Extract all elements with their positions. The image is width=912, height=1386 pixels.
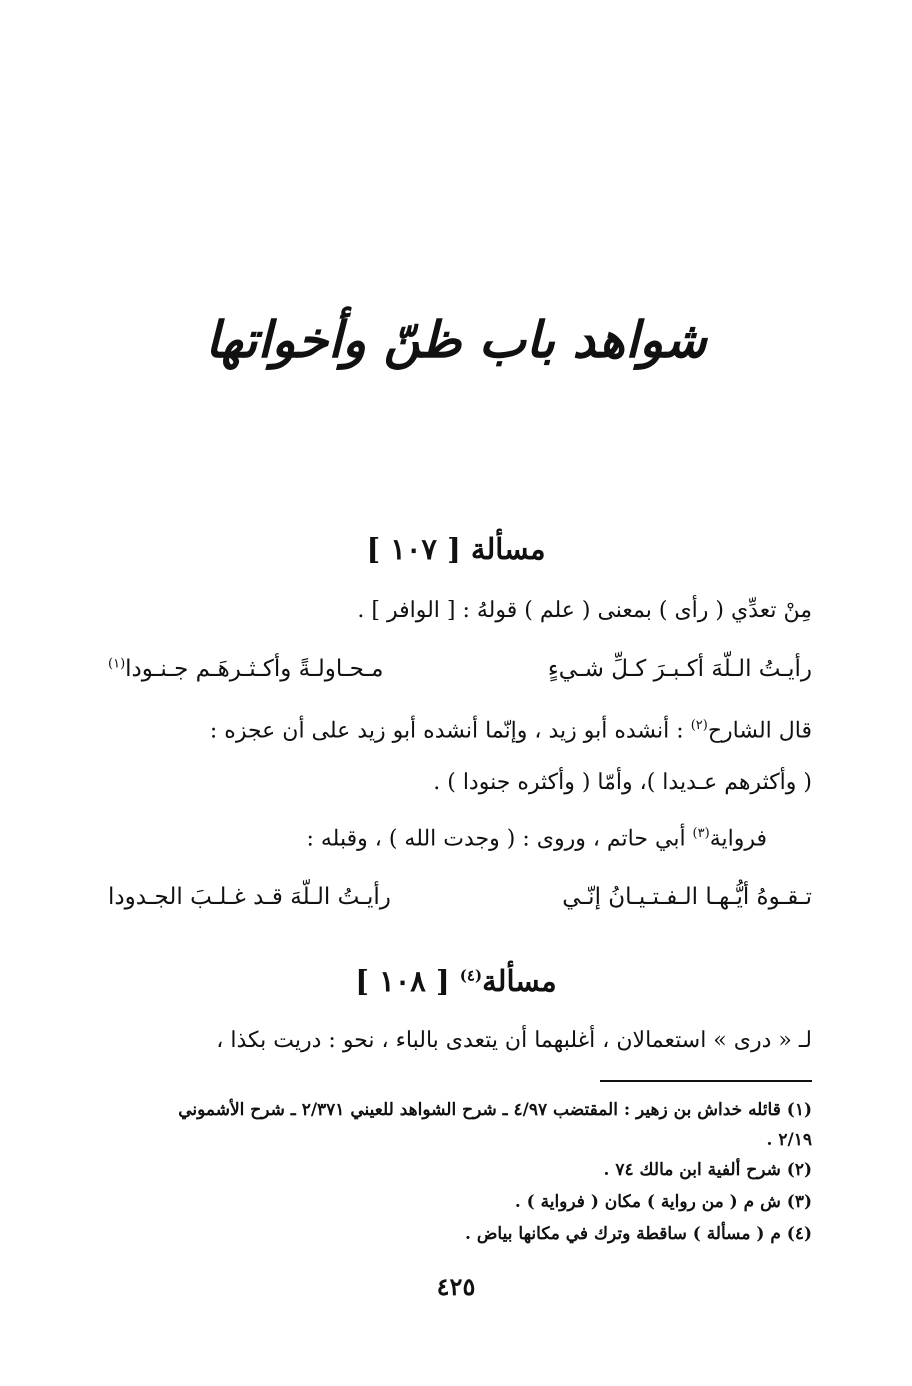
- issue-107-intro: مِنْ تعدِّي ( رأى ) بمعنى ( علم ) قولهُ : [ الوافر ] .: [357, 598, 812, 623]
- issue-108-heading-word: مسألة: [482, 964, 557, 998]
- chapter-title: شواهد باب ظنّ وأخواتها: [205, 310, 707, 369]
- footnote-marker-3: (٣): [692, 826, 710, 841]
- variant-word: فرواية: [709, 826, 767, 852]
- footnote-marker-1: (١): [108, 656, 126, 672]
- footnote-3: (٣) ش م ( من رواية ) مكان ( فرواية ) .: [514, 1192, 812, 1212]
- verse-2-first-half: تـقـوهُ أيُّـهـا الـفـتـيـانُ إنّـي: [562, 884, 812, 910]
- footnote-separator: [600, 1080, 812, 1082]
- footnote-1-continued: ٢/١٩ .: [766, 1130, 812, 1150]
- verse-1-second-half-text: مـحـاولـةً وأكـثـرهَـم جـنـودا: [125, 656, 384, 682]
- commentary-speaker: قال الشارح: [707, 718, 812, 744]
- verse-1-first-half: رأيـتُ الـلّهَ أكـبـرَ كـلِّ شـيءٍ: [547, 656, 812, 682]
- issue-108-heading-number: [ ١٠٨ ]: [355, 964, 460, 998]
- footnote-4: (٤) م ( مسألة ) ساقطة وترك في مكانها بياض .: [465, 1224, 812, 1244]
- issue-108-heading: [0, 964, 912, 998]
- verse-2-second-half: رأيـتُ الـلّهَ قـد غـلـبَ الجـدودا: [108, 884, 391, 910]
- footnote-marker-2: (٢): [690, 718, 708, 733]
- variant-text: أبي حاتم ، وروى : ( وجدت الله ) ، وقبله :: [306, 826, 693, 852]
- issue-108-text: لـ « درى » استعمالان ، أغلبهما أن يتعدى بالباء ، نحو : دريت بكذا ،: [216, 1028, 812, 1053]
- variant-line: [306, 826, 767, 851]
- footnote-2: (٢) شرح ألفية ابن مالك ٧٤ .: [603, 1160, 812, 1180]
- verse-1-second-half: [108, 656, 383, 682]
- commentary-line-1: [210, 718, 812, 743]
- footnote-marker-4: (٤): [459, 966, 483, 985]
- page-number: ٤٢٥: [436, 1272, 476, 1301]
- commentary-line-1-text: : أنشده أبو زيد ، وإنّما أنشده أبو زيد على أن عجزه :: [209, 718, 691, 744]
- issue-107-heading: مسألة [ ١٠٧ ]: [366, 532, 546, 566]
- commentary-line-2: ( وأكثرهم عـديدا )، وأمّا ( وأكثره جنودا ) .: [433, 770, 812, 795]
- footnote-1: (١) قائله خداش بن زهير : المقتضب ٤/٩٧ ـ شرح الشواهد للعيني ٢/٣٧١ ـ شرح الأشموني: [178, 1100, 812, 1120]
